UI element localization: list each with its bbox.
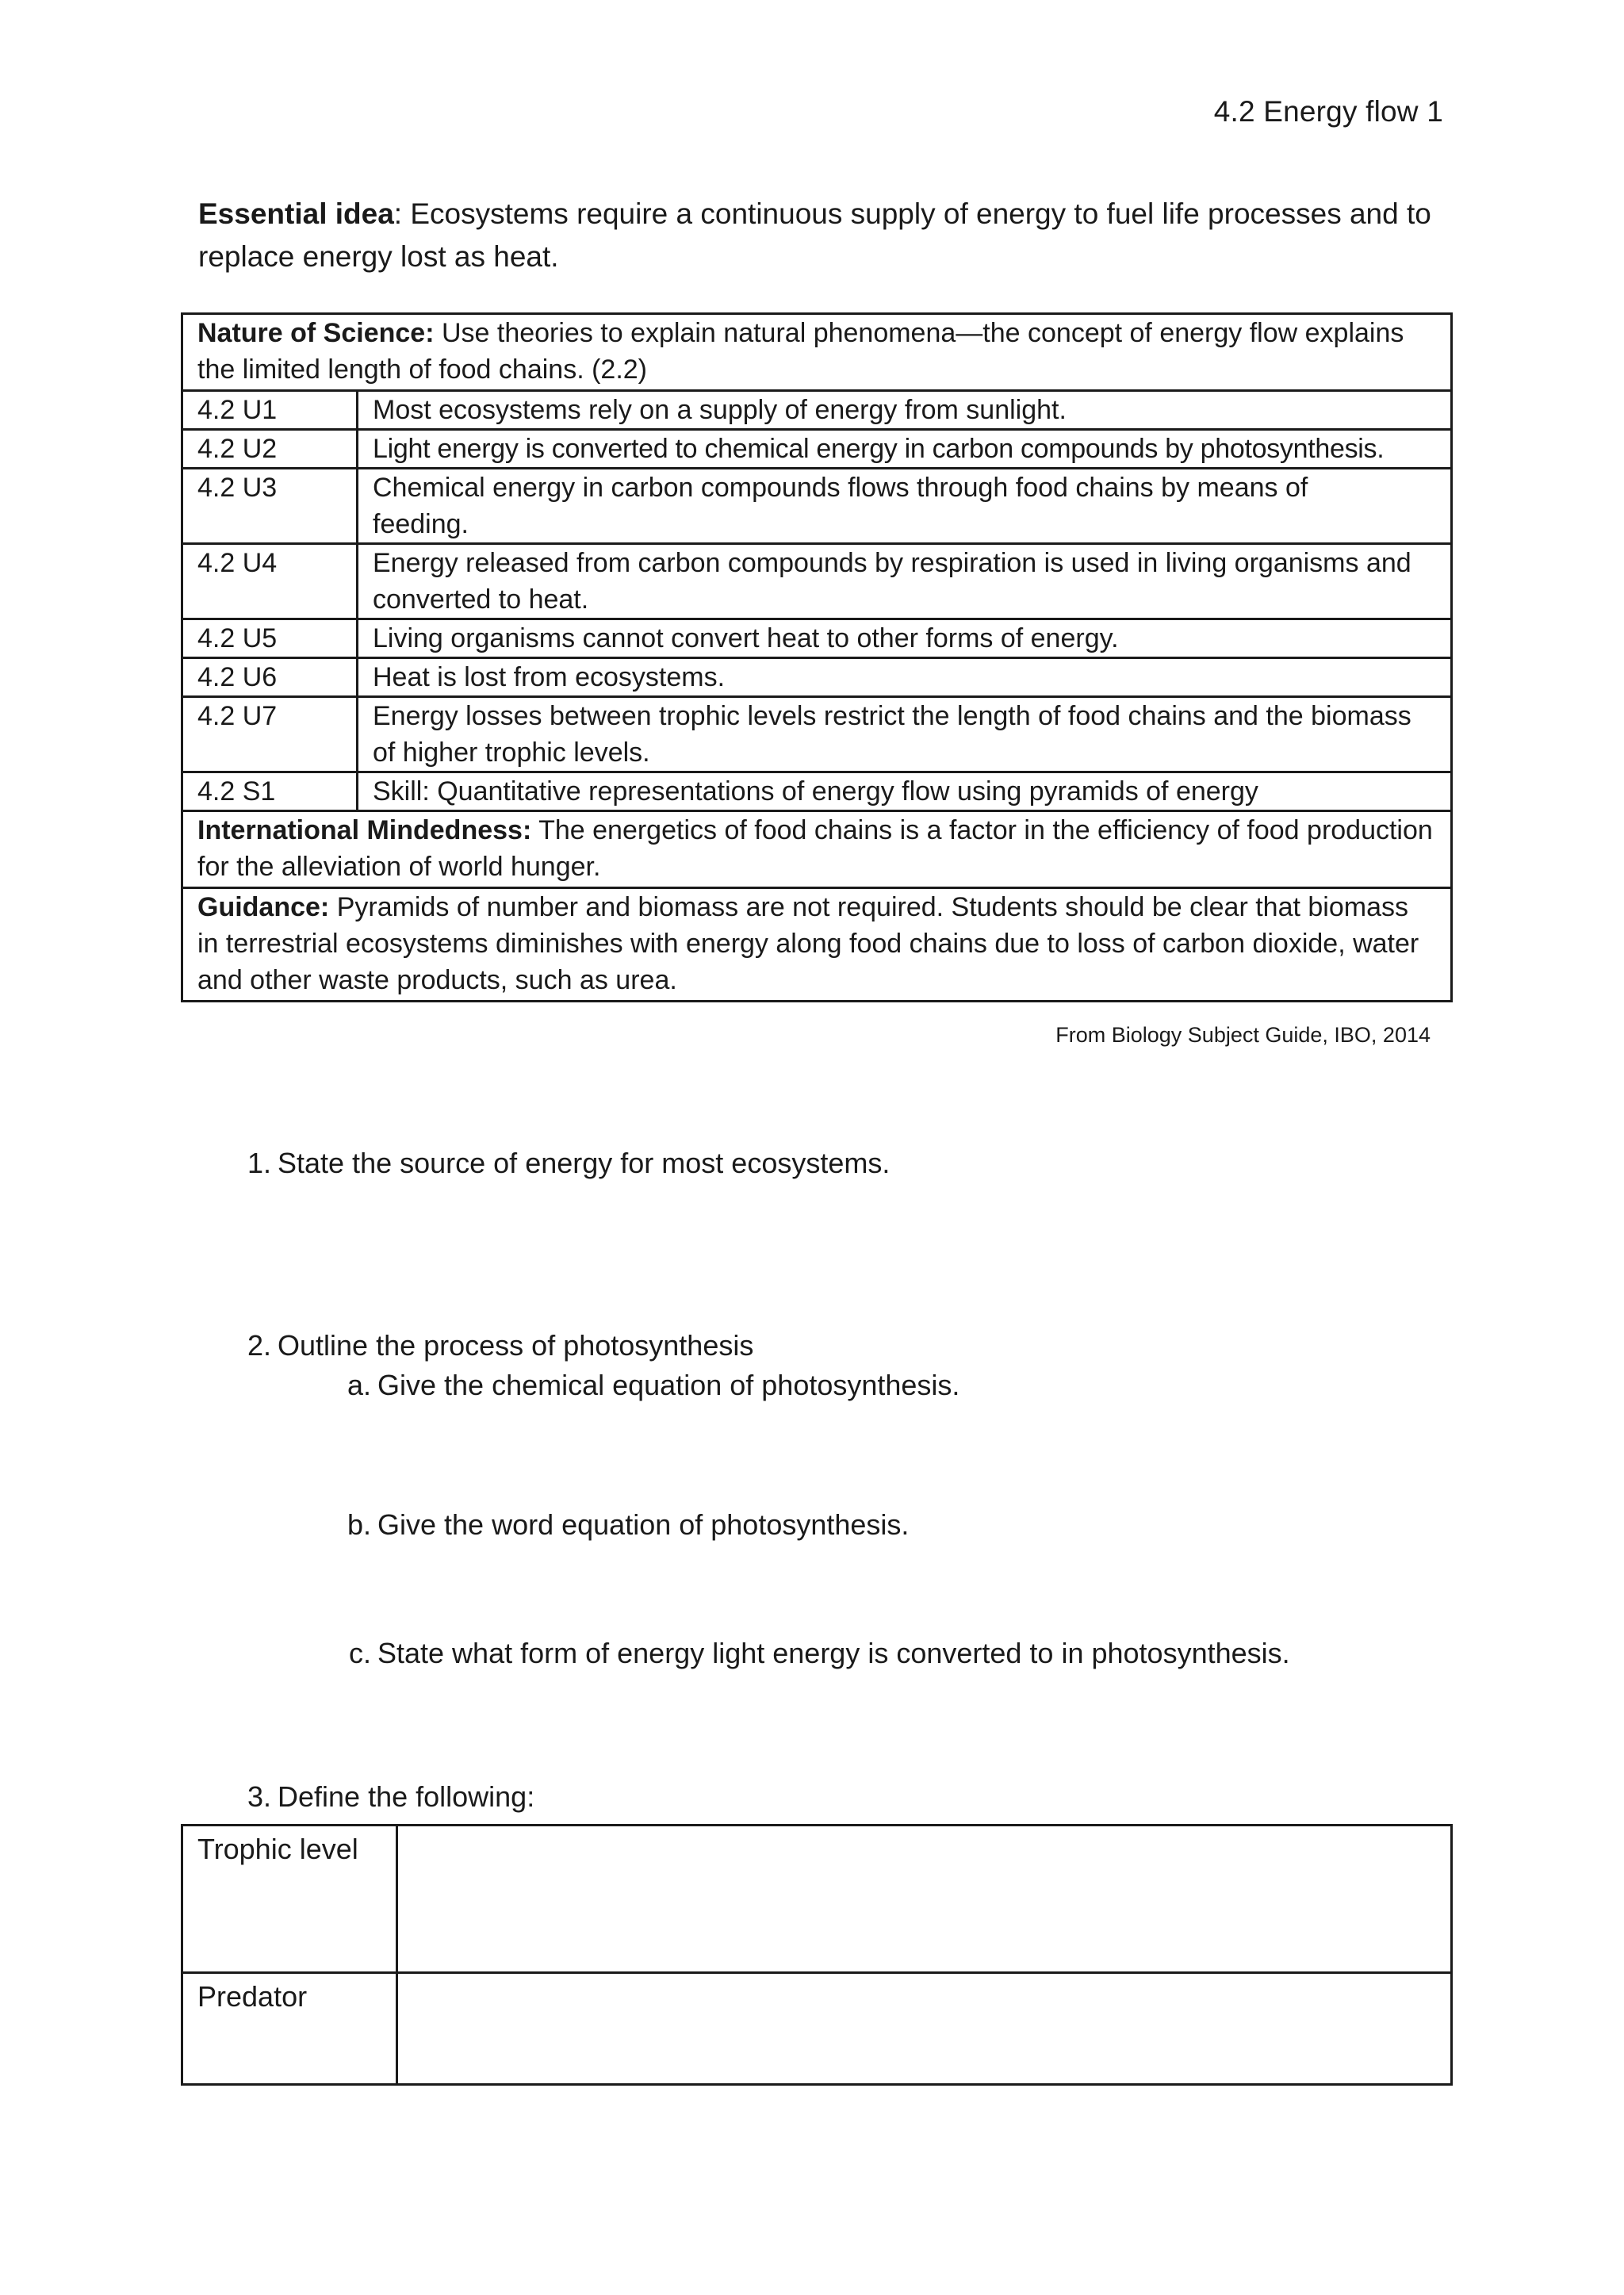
table-row (182, 391, 1452, 430)
nature-of-science-cell (182, 314, 1452, 391)
row-text: Chemical energy in carbon compounds flows through food chains by means of feeding. (358, 469, 1452, 544)
international-mindedness-text: The energetics of food chains is a factor in the efficiency of food production for the alleviation of world hunger. (197, 815, 1433, 882)
table-row (182, 469, 1452, 544)
definition-answer-field[interactable] (397, 1826, 1452, 1973)
international-mindedness-label: International Mindedness: (197, 815, 532, 845)
table-row (182, 619, 1452, 658)
row-text: Heat is lost from ecosystems. (358, 658, 1452, 697)
question-text: Give the word equation of photosynthesis. (377, 1508, 910, 1541)
definition-row (182, 1973, 1452, 2085)
definition-row (182, 1826, 1452, 1973)
row-text: Energy released from carbon compounds by respiration is used in living organisms and converted to heat. (358, 544, 1452, 619)
definitions-table (181, 1824, 1453, 2086)
essential-idea-sep: : (393, 197, 403, 230)
guidance-cell (182, 888, 1452, 1002)
question-number: a. (347, 1369, 371, 1401)
definition-term: Trophic level (182, 1826, 397, 1973)
essential-idea-text: Ecosystems require a continuous supply of energy to fuel life processes and to replace energy lost as heat. (198, 197, 1431, 273)
question-number: b. (347, 1508, 371, 1541)
question-number: 1. (247, 1147, 271, 1179)
question-text: Outline the process of photosynthesis (278, 1329, 754, 1362)
guidance-label: Guidance: (197, 892, 330, 922)
international-mindedness-cell (182, 811, 1452, 888)
row-code: 4.2 U6 (182, 658, 358, 697)
question-number: 3. (247, 1780, 271, 1813)
question-text: Define the following: (278, 1780, 535, 1813)
question-text: State the source of energy for most ecosystems. (278, 1147, 891, 1179)
row-text: Living organisms cannot convert heat to other forms of energy. (358, 619, 1452, 658)
definition-term: Predator (182, 1973, 397, 2085)
nature-of-science-text: Use theories to explain natural phenomena—the concept of energy flow explains the limited length of food chains. (2.2) (197, 318, 1404, 385)
row-code: 4.2 S1 (182, 772, 358, 811)
row-text: Light energy is converted to chemical energy in carbon compounds by photosynthesis. (358, 430, 1452, 469)
question-number: 2. (247, 1329, 271, 1362)
table-row (182, 697, 1452, 772)
definition-answer-field[interactable] (397, 1973, 1452, 2085)
question-text: Give the chemical equation of photosynthesis. (377, 1369, 960, 1401)
table-row (182, 544, 1452, 619)
row-code: 4.2 U5 (182, 619, 358, 658)
row-text: Most ecosystems rely on a supply of energy from sunlight. (358, 391, 1452, 430)
syllabus-table (181, 312, 1453, 1002)
page-header: 4.2 Energy flow 1 (1213, 95, 1443, 128)
guidance-text: Pyramids of number and biomass are not required. Students should be clear that biomass in terrestrial ecosystems diminishes with energy along food chains due to loss of carbon dioxide, water and other waste products, such as urea. (197, 892, 1419, 995)
nature-of-science-label: Nature of Science: (197, 318, 435, 348)
nature-of-science-row (182, 314, 1452, 391)
row-code: 4.2 U2 (182, 430, 358, 469)
row-code: 4.2 U4 (182, 544, 358, 619)
essential-idea (198, 193, 1435, 278)
essential-idea-label: Essential idea (198, 197, 394, 230)
row-text: Energy losses between trophic levels restrict the length of food chains and the biomass of higher trophic levels. (358, 697, 1452, 772)
table-row (182, 658, 1452, 697)
question-number: c. (348, 1637, 371, 1669)
question-text: State what form of energy light energy is converted to in photosynthesis. (377, 1637, 1290, 1669)
table-row (182, 430, 1452, 469)
row-code: 4.2 U7 (182, 697, 358, 772)
row-code: 4.2 U1 (182, 391, 358, 430)
international-mindedness-row (182, 811, 1452, 888)
guidance-row (182, 888, 1452, 1002)
table-row (182, 772, 1452, 811)
row-text: Skill: Quantitative representations of energy flow using pyramids of energy (358, 772, 1452, 811)
source-citation: From Biology Subject Guide, IBO, 2014 (1055, 1023, 1431, 1047)
row-code: 4.2 U3 (182, 469, 358, 544)
